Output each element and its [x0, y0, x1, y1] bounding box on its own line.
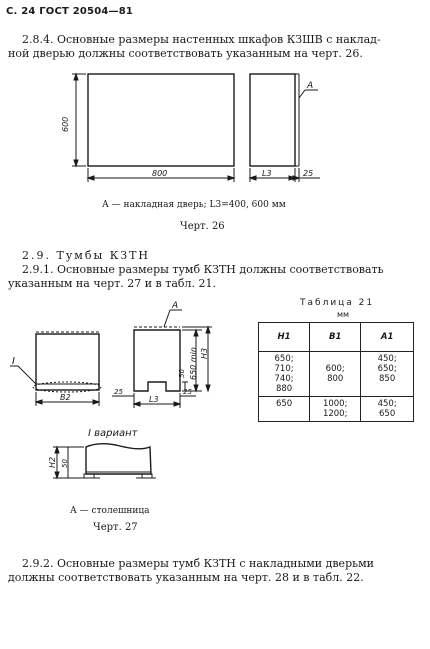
table-row: [259, 352, 414, 397]
table-cell: 650; 710; 740; 880: [259, 352, 310, 397]
fig27-title: Черт. 27: [93, 522, 138, 533]
fig27-variant-h2-label: H2: [48, 456, 57, 468]
table-21-header-h1: H1: [259, 323, 310, 352]
fig26-depth-label: L3: [262, 169, 272, 178]
drawing-27: [0, 296, 250, 521]
table-21-header-b1: B1: [310, 323, 361, 352]
fig27-h3-label: H3: [200, 347, 209, 359]
cabinet-front-view: [88, 74, 234, 166]
fig26-width-label: 800: [152, 169, 168, 178]
drawing-26: [0, 70, 430, 200]
fig27-callout-i: I: [12, 356, 15, 367]
table-21-header-a1: A1: [361, 323, 414, 352]
paragraph-2-8-4-line-2: ной дверью должны соответствовать указанным на черт. 26.: [8, 47, 363, 60]
paragraph-2-9-2-line-2: должны соответствовать указанным на черт. 28 и в табл. 22.: [8, 571, 364, 584]
table-21: [258, 322, 414, 422]
fig27-variant-label: I вариант: [88, 428, 138, 439]
paragraph-2-9-1-line-2: указанным на черт. 27 и в табл. 21.: [8, 277, 216, 290]
fig26-offset-label: 25: [303, 169, 314, 178]
fig26-caption: А — накладная дверь; L3=400, 600 мм: [102, 200, 286, 210]
table-21-units: мм: [337, 310, 350, 319]
paragraph-2-9-1-line-1: 2.9.1. Основные размеры тумб КЗТН должны соответствовать: [22, 263, 384, 276]
page-header: С. 24 ГОСТ 20504—81: [6, 6, 134, 17]
fig27-depth-label: L3: [149, 395, 159, 404]
variant-i-detail: [86, 444, 151, 474]
table-cell: 450; 650: [361, 397, 414, 422]
cabinet-side-view: [250, 74, 295, 166]
fig27-callout-a: А: [172, 301, 179, 311]
table-row: [259, 397, 414, 422]
section-2-9-heading: 2.9. Тумбы КЗТН: [22, 249, 151, 262]
fig27-caption: А — столешница: [70, 506, 150, 516]
paragraph-2-8-4-line-1: 2.8.4. Основные размеры настенных шкафов КЗШВ с наклад-: [22, 33, 381, 46]
fig26-callout-a: А: [307, 81, 314, 91]
fig26-height-label: 600: [61, 116, 70, 132]
pedestal-side-view: [134, 330, 180, 391]
fig27-min-label: 650 min: [189, 347, 198, 380]
fig27-offset-right-label: 25: [183, 388, 192, 396]
table-21-title: Таблица 21: [300, 298, 375, 308]
fig26-title: Черт. 26: [180, 221, 225, 232]
fig27-width-label: B2: [60, 393, 71, 402]
table-cell: 650: [259, 397, 310, 422]
table-21-header-row: [259, 323, 414, 352]
table-cell: 1000; 1200;: [310, 397, 361, 422]
fig27-plinth-label: 50: [178, 369, 186, 378]
fig27-variant-50-label: 50: [61, 459, 69, 468]
table-cell: 450; 650; 850: [361, 352, 414, 397]
table-cell: 600; 800: [310, 352, 361, 397]
fig27-offset-left-label: 25: [114, 388, 123, 396]
paragraph-2-9-2-line-1: 2.9.2. Основные размеры тумб КЗТН с накладными дверьми: [22, 557, 374, 570]
